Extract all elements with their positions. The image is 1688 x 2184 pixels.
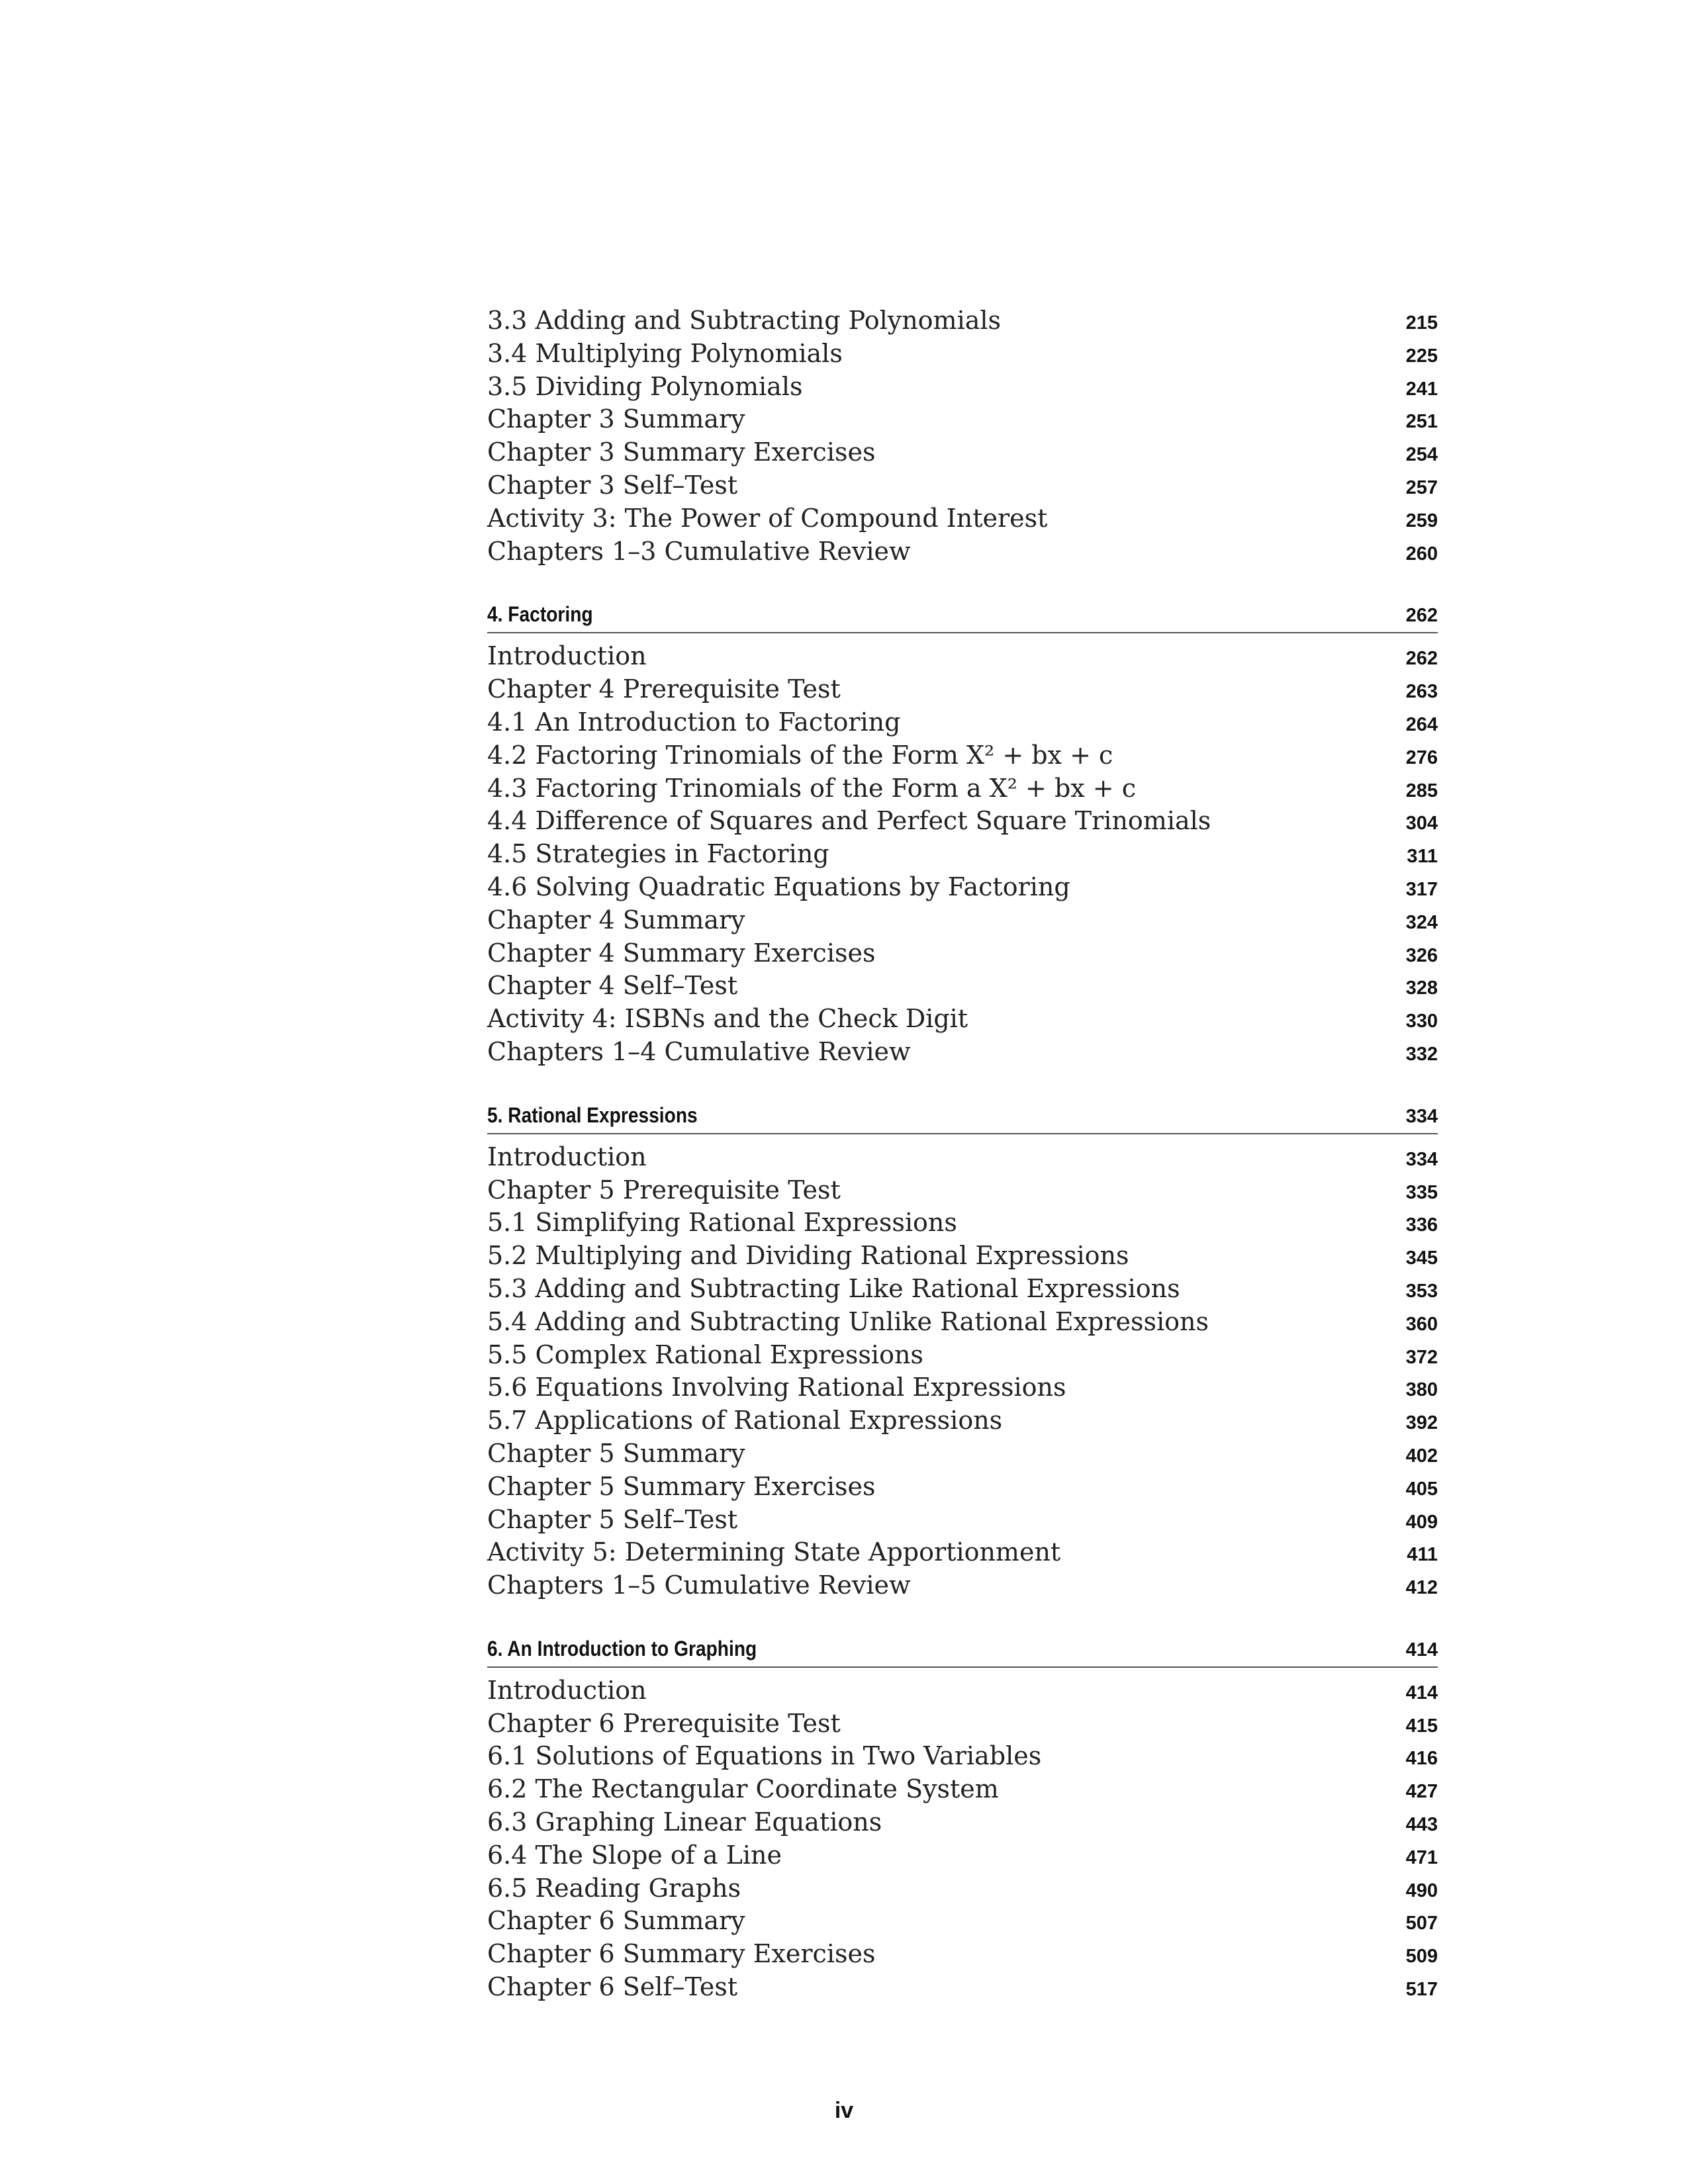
toc-entry (487, 774, 1438, 807)
toc-entry (487, 1939, 1438, 1972)
toc-entry (487, 1774, 1438, 1807)
toc-entry-page: 332 (1405, 1043, 1438, 1065)
toc-entry-title: Introduction (487, 1675, 647, 1705)
toc-entry-page: 257 (1405, 477, 1438, 498)
toc-entry (487, 1537, 1438, 1570)
toc-entry-title: 6.5 Reading Graphs (487, 1873, 741, 1903)
toc-entry (487, 1841, 1438, 1874)
toc-entry-title: 3.4 Multiplying Polynomials (487, 338, 843, 368)
toc-entry-title: 4.3 Factoring Trinomials of the Form a X² + bx + c (487, 773, 1137, 803)
toc-entry-title: Chapter 6 Prerequisite Test (487, 1708, 841, 1738)
toc-entry (487, 471, 1438, 504)
toc-entry-page: 317 (1405, 878, 1438, 900)
toc-entry (487, 1274, 1438, 1307)
toc-entry (487, 1505, 1438, 1538)
toc-entry (487, 1972, 1438, 2005)
toc-entry (487, 1906, 1438, 1939)
toc-entry-page: 416 (1405, 1748, 1438, 1770)
toc-entry (487, 1406, 1438, 1439)
toc-entry-page: 225 (1405, 345, 1438, 367)
toc-entry-page: 328 (1405, 978, 1438, 999)
toc-entry (487, 674, 1438, 707)
toc-entry-title: Chapters 1–4 Cumulative Review (487, 1036, 911, 1066)
toc-entry-page: 330 (1405, 1011, 1438, 1032)
toc-entry-page: 405 (1405, 1478, 1438, 1500)
toc-entry-title: Chapter 5 Prerequisite Test (487, 1175, 841, 1205)
toc-entry (487, 806, 1438, 839)
toc-entry (487, 1142, 1438, 1175)
toc-entry-page: 409 (1405, 1511, 1438, 1533)
toc-entry-page: 262 (1405, 648, 1438, 670)
toc-section (487, 306, 1438, 569)
toc-entry (487, 839, 1438, 872)
toc-entry-title: Chapter 5 Self–Test (487, 1504, 738, 1534)
toc-entry (487, 641, 1438, 674)
toc-entry-page: 415 (1405, 1715, 1438, 1737)
toc-entry-page: 411 (1407, 1544, 1438, 1566)
toc-entry-title: 4.6 Solving Quadratic Equations by Factoring (487, 872, 1070, 901)
toc-entry (487, 741, 1438, 774)
toc-entry (487, 1307, 1438, 1340)
toc-entry-page: 345 (1405, 1248, 1438, 1269)
toc-entry-title: Chapter 5 Summary (487, 1438, 745, 1468)
toc-entry-title: Chapter 4 Summary Exercises (487, 938, 876, 968)
toc-entry-page: 335 (1405, 1181, 1438, 1203)
table-of-contents (487, 306, 1438, 2005)
toc-entry (487, 1676, 1438, 1709)
toc-entry-title: Activity 3: The Power of Compound Interest (487, 503, 1048, 533)
toc-entry (487, 707, 1438, 741)
toc-entry-title: 5.7 Applications of Rational Expressions (487, 1406, 1003, 1435)
toc-entry-page: 251 (1405, 411, 1438, 433)
toc-entry (487, 1037, 1438, 1070)
toc-entry-page: 353 (1405, 1280, 1438, 1302)
page-number: iv (834, 2098, 854, 2123)
toc-section (487, 1103, 1438, 1604)
toc-entry-page: 259 (1405, 510, 1438, 531)
toc-entry (487, 1874, 1438, 1907)
toc-entry-page: 380 (1405, 1379, 1438, 1401)
chapter-heading-title: 4. Factoring (487, 602, 593, 627)
toc-entry (487, 1241, 1438, 1274)
toc-entry (487, 1340, 1438, 1373)
toc-entry-page: 285 (1405, 780, 1438, 801)
toc-entry-page: 392 (1405, 1412, 1438, 1434)
toc-entry-title: 5.1 Simplifying Rational Expressions (487, 1208, 957, 1238)
toc-entry (487, 404, 1438, 437)
toc-entry (487, 905, 1438, 938)
toc-entry (487, 372, 1438, 405)
toc-entry-page: 254 (1405, 444, 1438, 466)
toc-entry-title: 6.1 Solutions of Equations in Two Variables (487, 1741, 1042, 1771)
toc-entry-title: Chapters 1–5 Cumulative Review (487, 1570, 911, 1600)
toc-entry-page: 402 (1405, 1445, 1438, 1467)
toc-entry-title: Chapter 6 Self–Test (487, 1972, 738, 2002)
toc-entry-page: 311 (1407, 846, 1438, 868)
toc-section (487, 602, 1438, 1069)
toc-entry-page: 215 (1405, 312, 1438, 334)
toc-entry-page: 326 (1405, 944, 1438, 966)
toc-entry-page: 260 (1405, 543, 1438, 565)
toc-entry-title: Chapter 6 Summary Exercises (487, 1939, 876, 1969)
toc-entry (487, 938, 1438, 972)
chapter-heading-page: 414 (1405, 1639, 1438, 1661)
toc-entry-title: 5.2 Multiplying and Dividing Rational Expressions (487, 1241, 1129, 1271)
toc-entry (487, 1709, 1438, 1742)
toc-entry-page: 304 (1405, 813, 1438, 835)
toc-entry (487, 1004, 1438, 1037)
toc-entry (487, 1208, 1438, 1241)
toc-entry-title: 6.4 The Slope of a Line (487, 1840, 782, 1870)
toc-entry-page: 372 (1405, 1346, 1438, 1368)
toc-entry-title: 6.2 The Rectangular Coordinate System (487, 1774, 999, 1804)
toc-entry-title: Introduction (487, 1142, 647, 1171)
toc-entry-page: 276 (1405, 747, 1438, 768)
toc-entry-page: 334 (1405, 1148, 1438, 1170)
toc-entry-title: 3.5 Dividing Polynomials (487, 371, 803, 401)
toc-entry-title: 6.3 Graphing Linear Equations (487, 1807, 882, 1837)
toc-entry-title: 4.1 An Introduction to Factoring (487, 707, 901, 737)
toc-entry-title: Introduction (487, 641, 647, 671)
toc-section (487, 1637, 1438, 2005)
toc-entry-page: 241 (1405, 378, 1438, 400)
toc-entry-title: Chapter 3 Summary (487, 404, 745, 434)
toc-entry (487, 306, 1438, 339)
toc-entry-page: 336 (1405, 1214, 1438, 1236)
toc-entry-title: Activity 4: ISBNs and the Check Digit (487, 1004, 968, 1034)
toc-entry-page: 509 (1405, 1946, 1438, 1968)
toc-entry-title: Chapter 4 Self–Test (487, 971, 738, 1001)
toc-entry-title: 5.3 Adding and Subtracting Like Rational Expressions (487, 1273, 1180, 1303)
toc-entry-page: 443 (1405, 1814, 1438, 1836)
chapter-heading-title: 5. Rational Expressions (487, 1103, 698, 1127)
toc-entry (487, 537, 1438, 570)
chapter-heading-page: 262 (1405, 605, 1438, 627)
toc-entry-title: Activity 5: Determining State Apportionment (487, 1537, 1061, 1567)
toc-entry-title: 3.3 Adding and Subtracting Polynomials (487, 306, 1002, 335)
toc-entry (487, 971, 1438, 1004)
toc-entry-title: Chapter 4 Summary (487, 905, 745, 934)
toc-entry-title: Chapter 6 Summary (487, 1906, 745, 1936)
toc-entry (487, 504, 1438, 537)
toc-entry-title: Chapter 3 Summary Exercises (487, 437, 876, 467)
toc-entry-title: 5.5 Complex Rational Expressions (487, 1340, 923, 1369)
toc-entry (487, 1175, 1438, 1208)
toc-entry-title: Chapters 1–3 Cumulative Review (487, 536, 911, 566)
toc-entry-page: 490 (1405, 1880, 1438, 1901)
toc-entry-title: 5.4 Adding and Subtracting Unlike Rational Expressions (487, 1306, 1209, 1336)
toc-entry-title: 4.2 Factoring Trinomials of the Form X² + bx + c (487, 740, 1113, 770)
toc-entry (487, 1373, 1438, 1406)
chapter-heading-title: 6. An Introduction to Graphing (487, 1636, 757, 1661)
toc-entry (487, 1807, 1438, 1841)
toc-entry (487, 1741, 1438, 1774)
toc-entry-page: 263 (1405, 681, 1438, 703)
toc-entry-title: 5.6 Equations Involving Rational Expressions (487, 1373, 1066, 1402)
toc-entry-page: 360 (1405, 1313, 1438, 1335)
toc-entry-page: 412 (1405, 1577, 1438, 1599)
toc-entry (487, 339, 1438, 372)
toc-entry (487, 437, 1438, 471)
chapter-heading-page: 334 (1405, 1105, 1438, 1127)
toc-entry-title: 4.5 Strategies in Factoring (487, 839, 829, 869)
chapter-heading (487, 1103, 1438, 1134)
toc-entry-title: Chapter 5 Summary Exercises (487, 1471, 876, 1501)
toc-entry (487, 1472, 1438, 1505)
toc-entry-title: 4.4 Difference of Squares and Perfect Square Trinomials (487, 806, 1211, 836)
toc-entry-page: 507 (1405, 1913, 1438, 1934)
chapter-heading (487, 1637, 1438, 1668)
toc-entry (487, 1439, 1438, 1472)
toc-entry (487, 1570, 1438, 1604)
toc-entry-title: Chapter 3 Self–Test (487, 470, 738, 500)
toc-entry-title: Chapter 4 Prerequisite Test (487, 674, 841, 704)
toc-entry-page: 264 (1405, 713, 1438, 735)
toc-entry-page: 517 (1405, 1979, 1438, 2001)
toc-entry-page: 427 (1405, 1781, 1438, 1803)
toc-entry (487, 872, 1438, 905)
toc-entry-page: 471 (1405, 1846, 1438, 1868)
chapter-heading (487, 602, 1438, 633)
toc-entry-page: 324 (1405, 911, 1438, 933)
toc-entry-page: 414 (1405, 1682, 1438, 1704)
